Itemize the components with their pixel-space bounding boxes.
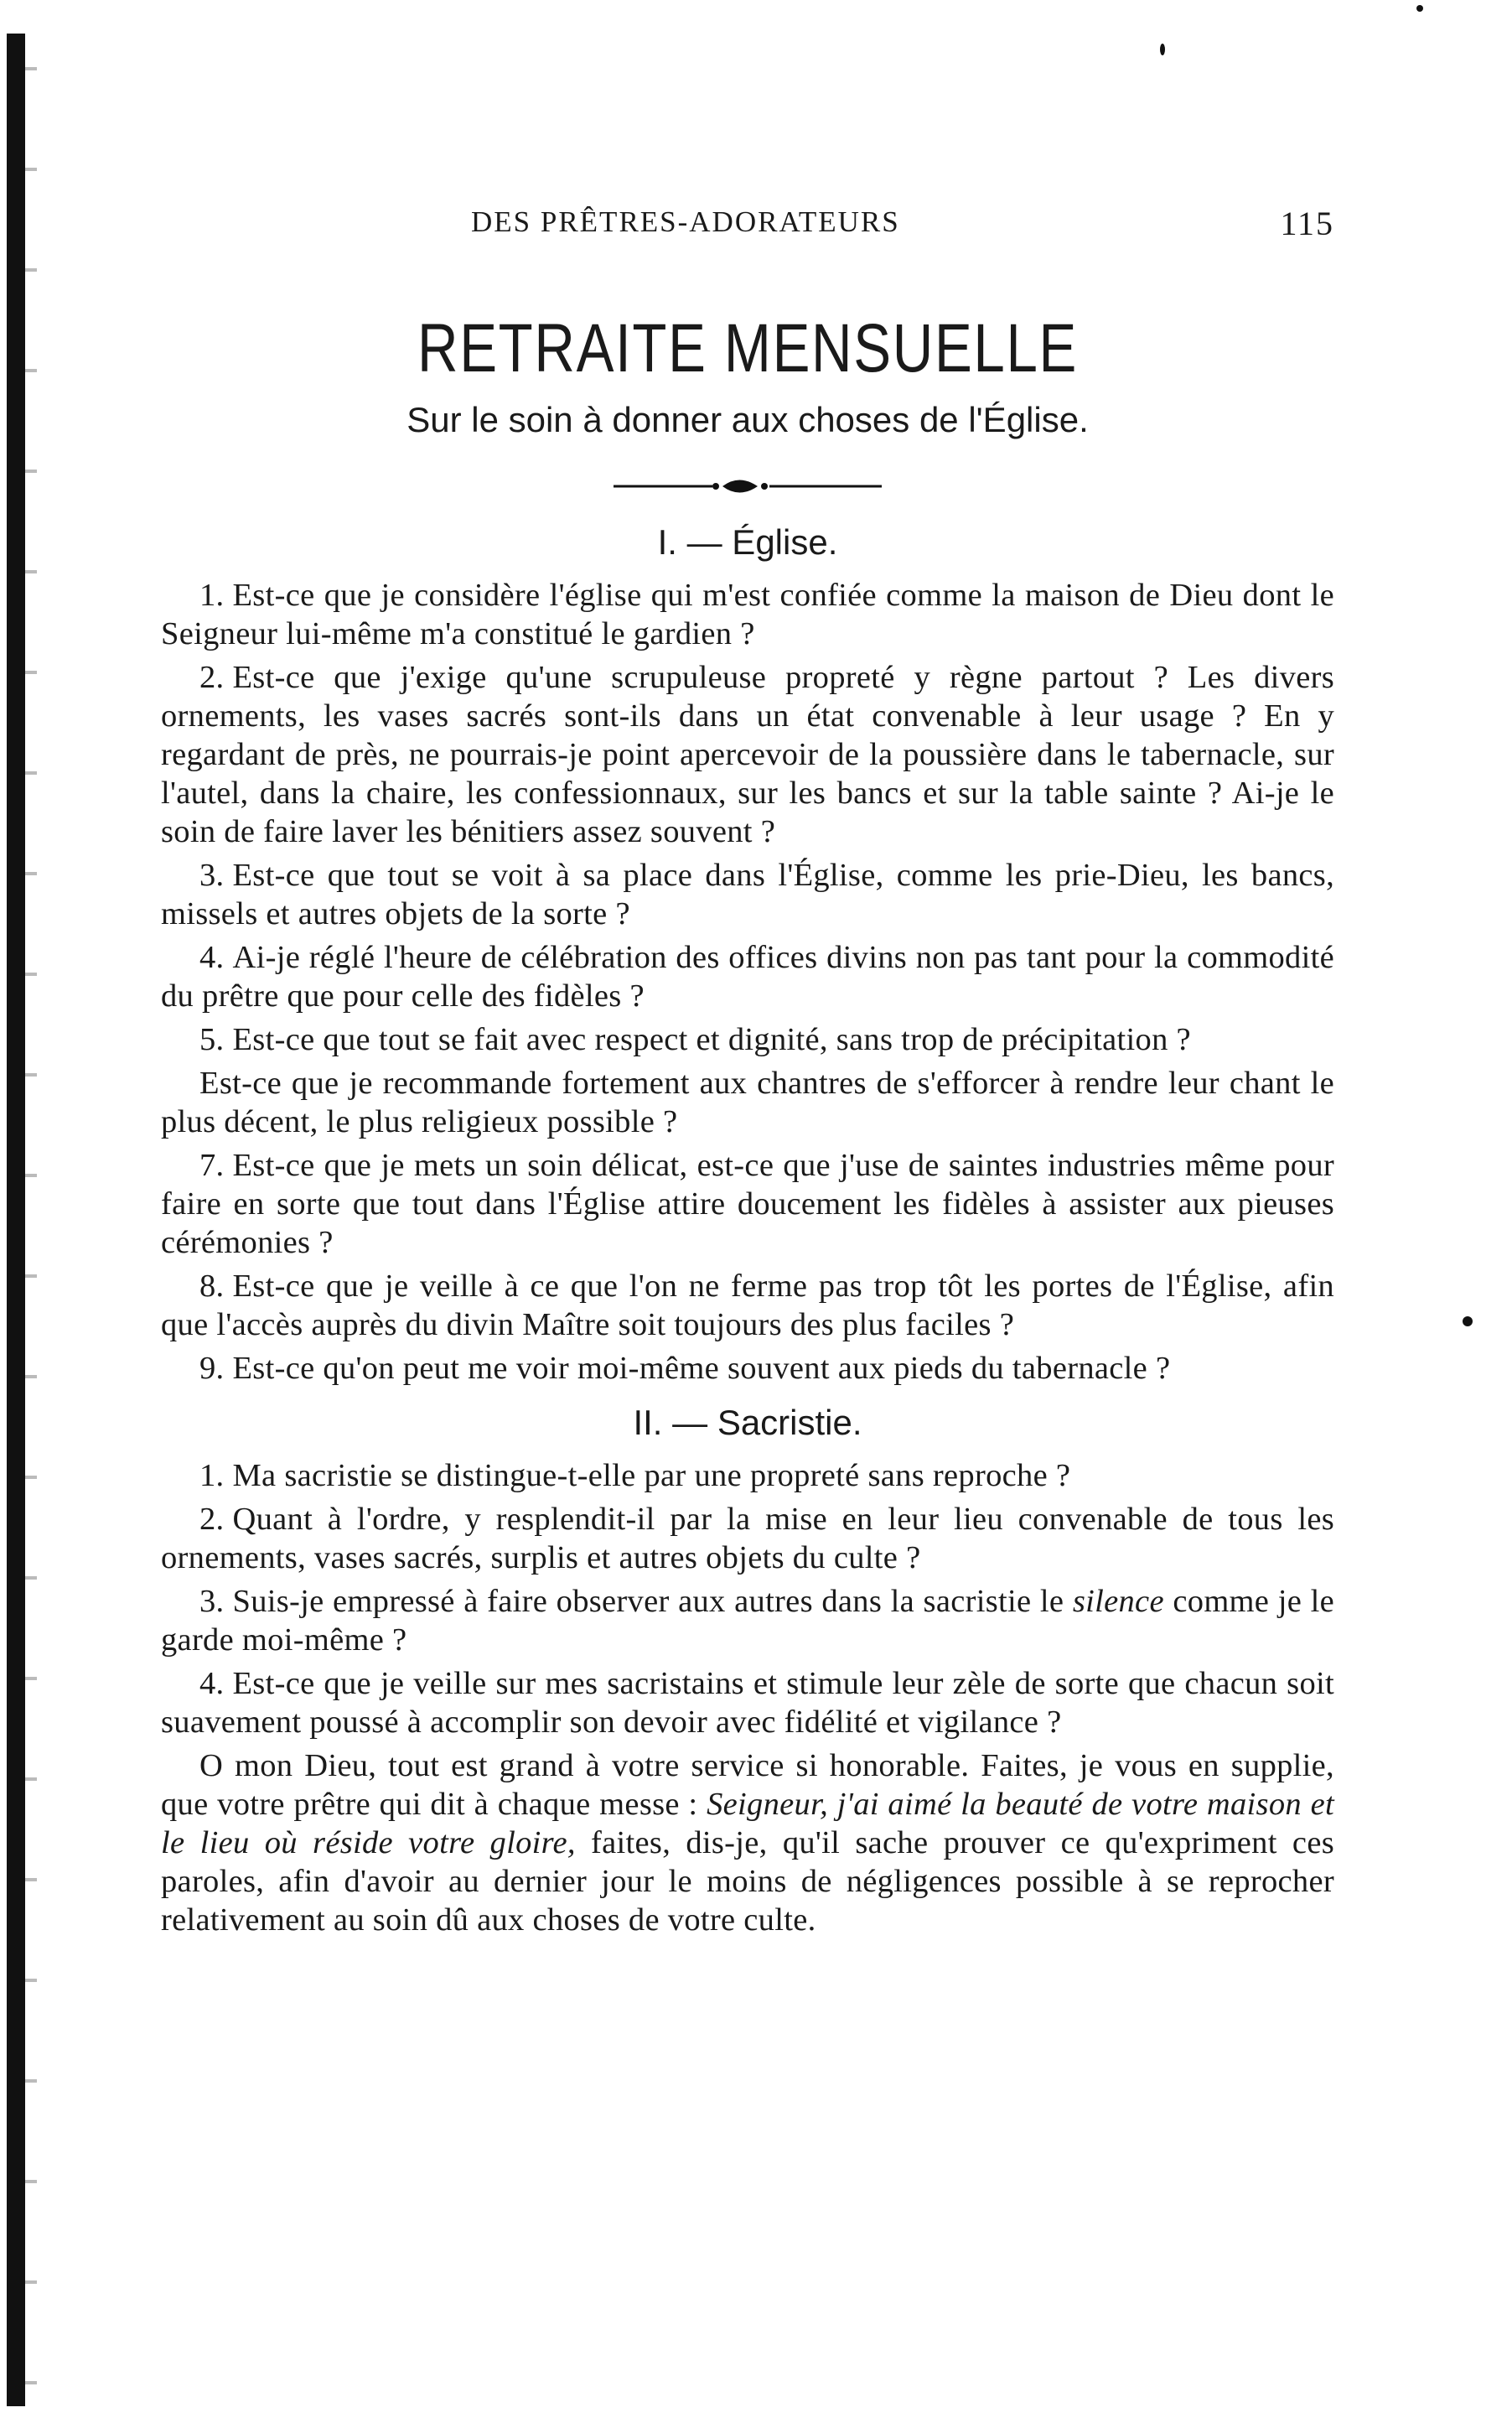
subtitle: Sur le soin à donner aux choses de l'Église. <box>406 400 1089 439</box>
question-paragraph <box>161 1146 1334 1262</box>
page-binding-gap <box>25 34 37 2406</box>
question-paragraph <box>161 938 1334 1015</box>
question-number: 4. <box>199 940 225 975</box>
running-title: DES PRÊTRES-ADORATEURS <box>471 205 900 238</box>
section-eglise-body <box>161 576 1334 1388</box>
question-text: Est-ce que tout se fait avec respect et dignité, sans trop de précipitation ? <box>232 1022 1191 1057</box>
question-text: Est-ce que j'exige qu'une scrupuleuse propreté y règne partout ? Les divers ornements, les vases sacrés sont-ils dans un état convenable à leur usage ? En y regardant de près, ne pourrais-je point apercevoir de la poussière dans le tabernacle, sur l'autel, dans la chaire, les confessionnaux, sur les bancs et sur la table sainte ? Ai-je le soin de faire laver les bénitiers assez souvent ? <box>161 660 1334 849</box>
question-text: Est-ce que je recommande fortement aux chantres de s'efforcer à rendre leur chant le plus décent, le plus religieux possible ? <box>161 1066 1334 1139</box>
question-paragraph <box>161 1349 1334 1388</box>
question-number: 5. <box>199 1022 225 1057</box>
closing-prayer <box>161 1746 1334 1939</box>
main-title: RETRAITE MENSUELLE <box>417 310 1078 387</box>
page-number: 115 <box>1280 205 1334 242</box>
section-sacristie-body <box>161 1456 1334 1939</box>
question-number: 2. <box>199 1502 225 1537</box>
question-text: Est-ce que je veille sur mes sacristains et stimule leur zèle de sorte que chacun soit suavement poussé à accomplir son devoir avec fidélité et vigilance ? <box>161 1666 1334 1740</box>
question-number: 4. <box>199 1666 225 1701</box>
ink-speck <box>1416 5 1423 12</box>
question-text: Suis-je empressé à faire observer aux autres dans la sacristie le <box>232 1584 1064 1619</box>
ornament-divider <box>614 474 882 499</box>
question-paragraph <box>161 856 1334 933</box>
question-text: Est-ce qu'on peut me voir moi-même souvent aux pieds du tabernacle ? <box>232 1351 1171 1386</box>
ink-speck <box>1160 44 1165 55</box>
italic-word: silence <box>1072 1584 1164 1619</box>
question-text: Est-ce que je considère l'église qui m'est confiée comme la maison de Dieu dont le Seigneur lui-même m'a constitué le gardien ? <box>161 578 1334 651</box>
question-paragraph <box>161 576 1334 653</box>
closing-quote: Seigneur, j'ai aimé la beauté de votre maison et le lieu où réside votre gloire, <box>161 1787 1334 1860</box>
running-head <box>161 197 1334 256</box>
question-paragraph <box>161 1064 1334 1141</box>
question-text-end: comme je le garde moi-même ? <box>161 1584 1334 1658</box>
question-paragraph <box>161 658 1334 851</box>
question-number: 3. <box>199 858 225 893</box>
section-heading-eglise: I. — Église. <box>657 522 838 562</box>
page-binding-edge <box>7 34 25 2406</box>
question-paragraph <box>161 1020 1334 1059</box>
question-text: Est-ce que je mets un soin délicat, est-ce que j'use de saintes industries même pour faire en sorte que tout dans l'Église attire doucement les fidèles à assister aux pieuses cérémonies ? <box>161 1148 1334 1260</box>
question-paragraph <box>161 1456 1334 1495</box>
question-number: 9. <box>199 1351 225 1386</box>
question-number: 1. <box>199 1458 225 1493</box>
question-number: 8. <box>199 1269 225 1304</box>
closing-text-end: faites, dis-je, qu'il sache prouver ce qu'expriment ces paroles, afin d'avoir au dernier jour le moins de négligences possible à se reprocher relativement au soin dû aux choses de votre culte. <box>161 1825 1334 1938</box>
question-number: 1. <box>199 578 225 613</box>
question-paragraph <box>161 1500 1334 1577</box>
question-paragraph <box>161 1267 1334 1344</box>
ink-speck <box>1463 1316 1473 1326</box>
book-page <box>161 197 1334 1944</box>
question-number: 2. <box>199 660 225 695</box>
question-number: 7. <box>199 1148 225 1183</box>
question-text: Est-ce que tout se voit à sa place dans l'Église, comme les prie-Dieu, les bancs, missels et autres objets de la sorte ? <box>161 858 1334 931</box>
question-text: Est-ce que je veille à ce que l'on ne ferme pas trop tôt les portes de l'Église, afin que l'accès auprès du divin Maître soit toujours des plus faciles ? <box>161 1269 1334 1342</box>
question-text: Ma sacristie se distingue-t-elle par une propreté sans reproche ? <box>232 1458 1071 1493</box>
section-heading-sacristie: II. — Sacristie. <box>633 1403 862 1442</box>
question-number: 3. <box>199 1584 225 1619</box>
question-paragraph <box>161 1582 1334 1659</box>
question-text: Quant à l'ordre, y resplendit-il par la mise en leur lieu convenable de tous les ornements, vases sacrés, surplis et autres objets du culte ? <box>161 1502 1334 1575</box>
question-paragraph <box>161 1664 1334 1741</box>
closing-text-start: O mon Dieu, tout est grand à votre service si honorable. Faites, je vous en supplie, que votre prêtre qui dit à chaque messe : <box>161 1748 1334 1822</box>
question-text: Ai-je réglé l'heure de célébration des offices divins non pas tant pour la commodité du prêtre que pour celle des fidèles ? <box>161 940 1334 1014</box>
